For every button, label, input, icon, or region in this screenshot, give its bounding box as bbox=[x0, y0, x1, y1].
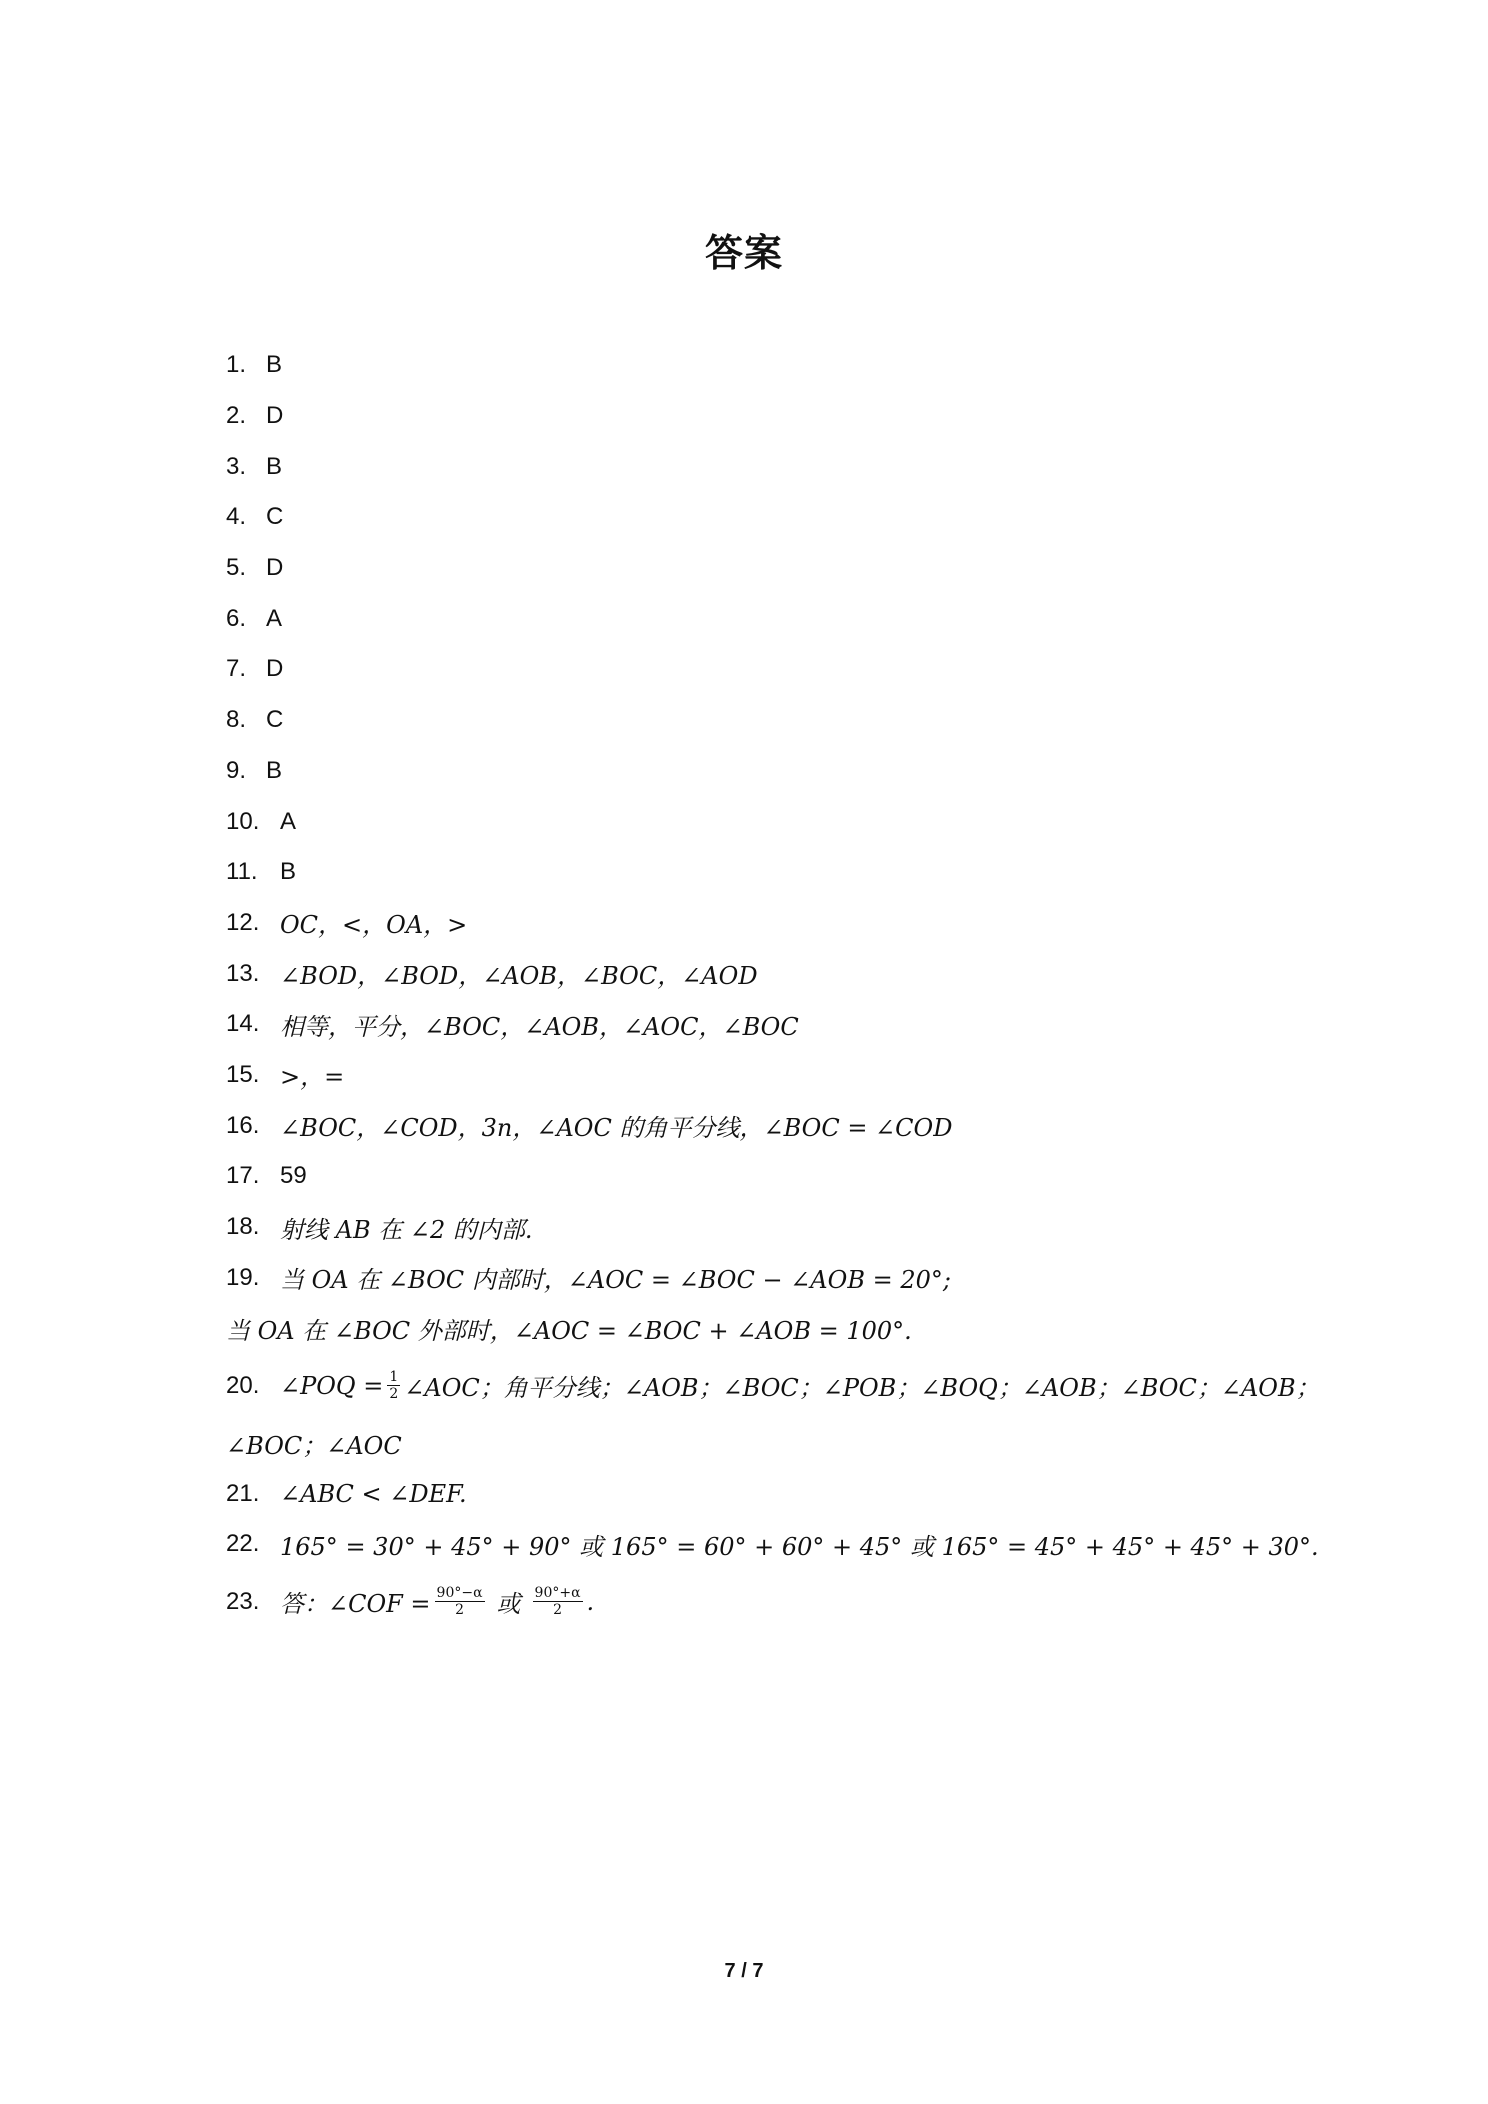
answer-text: D bbox=[266, 402, 284, 430]
answer-number: 18. bbox=[226, 1213, 260, 1241]
answer-text: ∠ABC < ∠DEF. bbox=[280, 1479, 467, 1508]
answer-text: ∠BOC；∠AOC bbox=[226, 1431, 402, 1460]
answer-row-continued bbox=[226, 1303, 1326, 1354]
fraction-numerator: 90°−α bbox=[436, 1585, 483, 1602]
answer-text: ∠BOC，∠COD，3n，∠AOC 的角平分线，∠BOC = ∠COD bbox=[280, 1114, 953, 1143]
answer-text: 59 bbox=[280, 1162, 307, 1190]
answer-text: B bbox=[266, 452, 283, 480]
answer-row bbox=[226, 847, 1326, 898]
answer-number: 13. bbox=[226, 959, 260, 987]
answer-number: 12. bbox=[226, 908, 260, 936]
answer-number: 10. bbox=[226, 807, 260, 835]
fraction bbox=[435, 1585, 485, 1618]
fraction-denominator: 2 bbox=[455, 1602, 464, 1619]
answer-list bbox=[226, 340, 1326, 1634]
answer-row bbox=[226, 543, 1326, 594]
answer-row bbox=[226, 1151, 1326, 1202]
answer-number: 17. bbox=[226, 1162, 260, 1190]
answer-text: D bbox=[266, 655, 284, 683]
answer-row bbox=[226, 746, 1326, 797]
answer-number: 7. bbox=[226, 655, 247, 683]
answer-text: D bbox=[266, 554, 284, 582]
answer-row bbox=[226, 1519, 1326, 1570]
answer-number: 22. bbox=[226, 1530, 260, 1558]
answer-text: . bbox=[586, 1587, 595, 1616]
answer-number: 16. bbox=[226, 1111, 260, 1139]
answer-text: >，= bbox=[280, 1063, 345, 1092]
answer-number: 21. bbox=[226, 1479, 260, 1507]
fraction-numerator: 1 bbox=[389, 1369, 399, 1386]
answer-number: 1. bbox=[226, 351, 247, 379]
answer-text: B bbox=[266, 351, 283, 379]
answer-row bbox=[226, 644, 1326, 695]
answer-row bbox=[226, 898, 1326, 949]
fraction-denominator: 2 bbox=[389, 1386, 399, 1403]
answer-row bbox=[226, 796, 1326, 847]
answer-text: C bbox=[266, 503, 284, 531]
answer-row bbox=[226, 1468, 1326, 1519]
answer-number: 4. bbox=[226, 503, 247, 531]
answer-row bbox=[226, 1050, 1326, 1101]
answer-text: ∠AOC；角平分线；∠AOB；∠BOC；∠POB；∠BOQ；∠AOB；∠BOC；∠AOB； bbox=[404, 1374, 1320, 1403]
page-title: 答案 bbox=[704, 231, 783, 275]
answer-row bbox=[226, 593, 1326, 644]
answer-row bbox=[226, 1100, 1326, 1151]
answer-number: 20. bbox=[226, 1371, 260, 1399]
answer-text: 或 bbox=[496, 1590, 521, 1619]
answer-row-continued bbox=[226, 1418, 1326, 1469]
answer-text: B bbox=[280, 858, 297, 886]
answer-row bbox=[226, 948, 1326, 999]
answer-row bbox=[226, 1252, 1326, 1303]
answer-row bbox=[226, 695, 1326, 746]
answer-text: 当 OA 在 ∠BOC 外部时，∠AOC = ∠BOC + ∠AOB = 100°. bbox=[226, 1316, 912, 1345]
answer-number: 3. bbox=[226, 452, 247, 480]
answer-row bbox=[226, 391, 1326, 442]
answer-number: 14. bbox=[226, 1010, 260, 1038]
answer-text: C bbox=[266, 706, 284, 734]
answer-number: 5. bbox=[226, 554, 247, 582]
answer-text: 答：∠COF = bbox=[280, 1590, 431, 1619]
answer-row bbox=[226, 441, 1326, 492]
answer-number: 15. bbox=[226, 1060, 260, 1088]
answer-text: A bbox=[280, 807, 297, 835]
page-number: 7 / 7 bbox=[724, 1960, 764, 1982]
answer-row bbox=[226, 1202, 1326, 1253]
answer-number: 9. bbox=[226, 756, 247, 784]
answer-number: 19. bbox=[226, 1263, 260, 1291]
answer-row bbox=[226, 492, 1326, 543]
answer-text: OC，<，OA，> bbox=[280, 911, 468, 940]
answer-text: A bbox=[266, 604, 283, 632]
fraction-denominator: 2 bbox=[553, 1602, 562, 1619]
answer-text: B bbox=[266, 756, 283, 784]
answer-number: 8. bbox=[226, 706, 247, 734]
fraction-numerator: 90°+α bbox=[534, 1585, 581, 1602]
answer-row bbox=[226, 1354, 1326, 1418]
answer-row bbox=[226, 1570, 1326, 1634]
answer-number: 11. bbox=[226, 858, 258, 886]
answer-text: ∠POQ = bbox=[280, 1371, 384, 1400]
answer-text: ∠BOD，∠BOD，∠AOB，∠BOC，∠AOD bbox=[280, 962, 758, 991]
answer-text: 165° = 30° + 45° + 90° 或 165° = 60° + 60° + 45° 或 165° = 45° + 45° + 45° + 30°. bbox=[280, 1532, 1319, 1561]
answer-number: 23. bbox=[226, 1587, 260, 1615]
fraction bbox=[533, 1585, 583, 1618]
answer-row bbox=[226, 340, 1326, 391]
answer-text: 当 OA 在 ∠BOC 内部时，∠AOC = ∠BOC − ∠AOB = 20°; bbox=[280, 1266, 951, 1295]
answer-text: 相等，平分，∠BOC，∠AOB，∠AOC，∠BOC bbox=[280, 1012, 799, 1041]
answer-text: 射线 AB 在 ∠2 的内部. bbox=[280, 1215, 533, 1244]
answer-row bbox=[226, 999, 1326, 1050]
answer-number: 6. bbox=[226, 604, 247, 632]
fraction bbox=[387, 1369, 400, 1402]
answer-number: 2. bbox=[226, 402, 247, 430]
